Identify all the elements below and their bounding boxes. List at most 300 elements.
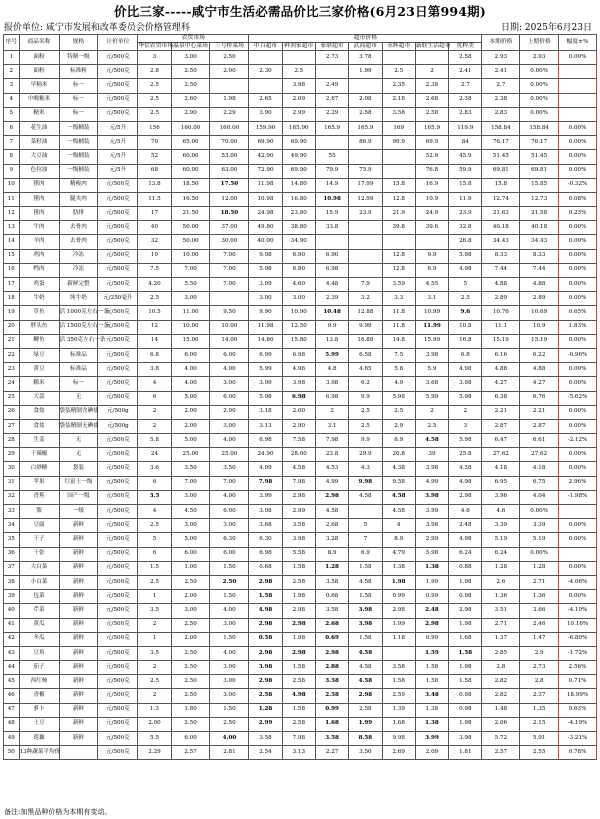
cell-spec: 一级桶装 [59,150,98,164]
table-row [4,221,597,235]
cell-super-4: 1.39 [382,703,415,717]
cell-chg: 0.00% [559,263,597,277]
cell-super-2: 2.58 [315,689,348,703]
cell-name: 莲藕 [19,732,59,746]
table-row [4,207,597,221]
cell-super-4: 3.58 [382,661,415,675]
cell-unit: 元/500克 [98,93,138,107]
table-row [4,746,597,760]
cell-super-1: 6.90 [282,249,315,263]
cell-prev: 0.00% [520,107,559,121]
table-row [4,278,597,292]
cell-super-6: 0.88 [449,561,482,575]
cell-super-6: 4.38 [449,462,482,476]
cell-avg: 6.95 [482,476,520,490]
cell-unit: 元/500克 [98,717,138,731]
cell-name: 小白菜 [19,575,59,589]
cell-unit: 元/500克 [98,51,138,65]
cell-super-5: 5.9 [415,363,448,377]
cell-super-5: 2.48 [415,604,448,618]
cell-farm-0: 2 [138,405,171,419]
cell-super-5: 0.99 [415,632,448,646]
cell-seq: 26 [4,405,20,419]
cell-super-4: 4 [382,519,415,533]
cell-super-0: 9.98 [249,249,282,263]
cell-prev: 4.04 [520,490,559,504]
cell-super-0: 2.98 [249,675,282,689]
cell-super-2: 10.48 [315,306,348,320]
cell-farm-2: 53.00 [210,150,249,164]
cell-name: 白砂糖 [19,462,59,476]
cell-prev: 4.88 [520,278,559,292]
cell-super-5: 15.99 [415,334,448,348]
cell-spec: 新鲜 [59,604,98,618]
page-title: 价比三家-----咸宁市生活必需品价比三家价格(6月23日第994期) [114,4,486,19]
cell-super-6: 9.6 [449,306,482,320]
cell-avg: 76.17 [482,136,520,150]
cell-avg: 2.21 [482,405,520,419]
cell-super-4: 1.58 [382,675,415,689]
cell-avg: 2.71 [482,618,520,632]
cell-super-0: 159.90 [249,121,282,135]
cell-super-1: 2.98 [282,604,315,618]
cell-super-5: 10.9 [415,192,448,206]
cell-name: 食盐 [19,419,59,433]
cell-super-3: 1.58 [349,590,382,604]
cell-name: 干辣椒 [19,448,59,462]
cell-chg: 0.00% [559,405,597,419]
cell-unit: 元/5升 [98,150,138,164]
cell-seq: 20 [4,320,20,334]
cell-super-5: 1.58 [415,675,448,689]
cell-farm-2: 4.00 [210,434,249,448]
cell-farm-1: 50.00 [171,235,210,249]
cell-unit: 元/500克 [98,334,138,348]
cell-chg: 9.63% [559,703,597,717]
cell-super-5: 2 [415,405,448,419]
cell-farm-1: 16.50 [171,192,210,206]
cell-super-0: 3.99 [249,278,282,292]
cell-super-3 [349,235,382,249]
cell-avg: 3.51 [482,604,520,618]
cell-super-4 [382,235,415,249]
cell-super-4: 1.68 [382,717,415,731]
cell-super-4: 2.5 [382,405,415,419]
cell-chg: 0.00% [559,136,597,150]
cell-super-0: 2.98 [249,575,282,589]
cell-super-4: 8.9 [382,533,415,547]
cell-farm-2: 4.00 [210,732,249,746]
cell-super-3: 3.50 [349,746,382,760]
cell-prev: 2.15 [520,717,559,731]
cell-chg: 0.23% [559,207,597,221]
cell-spec [59,746,98,760]
cell-super-2: 4.58 [315,505,348,519]
cell-spec: 活 350克左右一条 [59,334,98,348]
cell-super-4: 3.59 [382,278,415,292]
cell-super-3: 9.98 [349,476,382,490]
cell-farm-0: 2.00 [138,717,171,731]
header-super-3: 武商超市 [349,43,382,51]
cell-super-0: 2.58 [249,689,282,703]
cell-farm-1: 4.00 [171,377,210,391]
cell-super-0: 10.98 [249,192,282,206]
cell-unit: 元/500克 [98,65,138,79]
cell-super-5: 39.6 [415,221,448,235]
cell-spec: 新鲜 [59,661,98,675]
cell-super-0: 9.90 [249,306,282,320]
cell-farm-1: 65.00 [171,136,210,150]
cell-name: 西红柿 [19,675,59,689]
cell-name: 羊肉 [19,235,59,249]
table-row [4,178,597,192]
cell-farm-2: 3.00 [210,689,249,703]
cell-farm-1: 2.50 [171,65,210,79]
cell-super-2: 3.58 [315,675,348,689]
cell-seq: 24 [4,377,20,391]
table-row [4,575,597,589]
cell-super-6: 2.38 [449,93,482,107]
cell-super-3: 3.78 [349,51,382,65]
cell-farm-2: 17.50 [210,178,249,192]
cell-seq: 15 [4,249,20,263]
cell-super-5: 2.98 [415,618,448,632]
cell-name: 草鱼 [19,306,59,320]
cell-super-3: 3.2 [349,292,382,306]
cell-avg: 1.48 [482,703,520,717]
cell-super-2: 9.9 [315,320,348,334]
table-row [4,150,597,164]
header-super-5: 新联生活超市 [415,43,451,50]
cell-avg: 15.8 [482,178,520,192]
cell-super-3: 4.3 [349,462,382,476]
cell-name: 大白菜 [19,561,59,575]
cell-name: 大豆油 [19,150,59,164]
cell-super-4: 5.8 [382,363,415,377]
cell-super-0: 1.28 [249,703,282,717]
cell-super-2: 79.9 [315,164,348,178]
cell-super-0: 7.98 [249,476,282,490]
table-row [4,65,597,79]
cell-super-6: 4.6 [449,505,482,519]
cell-avg: 158.84 [482,121,520,135]
cell-unit: 元/500克 [98,79,138,93]
cell-super-0: 72.90 [249,164,282,178]
cell-super-2: 2.29 [315,107,348,121]
cell-prev: 34.43 [520,235,559,249]
cell-farm-1: 2.90 [171,107,210,121]
cell-farm-2: 12.00 [210,192,249,206]
cell-super-1: 4.60 [282,278,315,292]
cell-prev: 2.8 [520,675,559,689]
table-row [4,334,597,348]
cell-prev: 1.35 [520,703,559,717]
cell-unit: 元/500克 [98,306,138,320]
cell-seq: 47 [4,703,20,717]
cell-avg: 6.16 [482,348,520,362]
cell-avg: 69.81 [482,164,520,178]
cell-super-1: 15.80 [282,334,315,348]
cell-chg: -4.10% [559,604,597,618]
cell-super-5 [415,235,448,249]
cell-super-1: 23.80 [282,207,315,221]
cell-farm-1: 15.00 [171,334,210,348]
cell-avg: 15.19 [482,334,520,348]
cell-chg: 0.65% [559,306,597,320]
cell-unit: 元/500克 [98,263,138,277]
cell-super-5: 4.58 [415,434,448,448]
cell-avg: 1.37 [482,632,520,646]
cell-super-5: 9.9 [415,249,448,263]
cell-farm-0: 5.8 [138,434,171,448]
cell-super-3: 8.58 [349,732,382,746]
cell-super-0: 2.30 [249,65,282,79]
cell-prev: 2.55 [520,746,559,760]
cell-spec: 一级桶装 [59,136,98,150]
cell-name: 香蕉 [19,490,59,504]
cell-farm-1: 18.50 [171,178,210,192]
cell-super-4 [382,150,415,164]
footnote: 备注:加黑品种价格为本期有变动。 [4,808,112,816]
cell-unit: 元/500克 [98,377,138,391]
cell-name: 土豆 [19,717,59,731]
cell-unit: 元/5升 [98,164,138,178]
cell-chg: 0.00% [559,292,597,306]
cell-farm-0: 52 [138,150,171,164]
cell-prev: 2.21 [520,405,559,419]
cell-chg [559,65,597,79]
cell-super-2: 2.68 [315,618,348,632]
cell-prev: 1.36 [520,590,559,604]
cell-super-2: 2.68 [315,519,348,533]
cell-super-5: 0.99 [415,590,448,604]
cell-prev: 2.37 [520,689,559,703]
cell-name: 茄子 [19,661,59,675]
cell-unit: 元/500克 [98,348,138,362]
cell-farm-1: 3.00 [171,490,210,504]
cell-name: 猪肉 [19,178,59,192]
cell-super-1: 69.90 [282,136,315,150]
table-row [4,519,597,533]
cell-farm-0: 2.5 [138,675,171,689]
cell-farm-1: 11.00 [171,306,210,320]
cell-farm-0: 10.5 [138,306,171,320]
cell-super-0: 2.98 [249,646,282,660]
cell-seq: 3 [4,79,20,93]
cell-super-3: 17.99 [349,178,382,192]
header-super-group: 超市价格 [249,35,482,43]
cell-super-1: 34.90 [282,235,315,249]
cell-super-2: 0.69 [315,632,348,646]
cell-farm-0: 2 [138,661,171,675]
cell-spec: 新鲜 [59,632,98,646]
cell-super-0: 0.68 [249,561,282,575]
cell-chg: -4.06% [559,575,597,589]
cell-seq: 12 [4,207,20,221]
cell-farm-1: 4.00 [171,363,210,377]
cell-spec: 肋排 [59,207,98,221]
cell-farm-2 [210,79,249,93]
cell-super-2: 4.8 [315,363,348,377]
cell-super-2: 0.68 [315,590,348,604]
cell-name: 豆腐 [19,519,59,533]
cell-spec: 去骨肉 [59,221,98,235]
cell-super-4: 14.8 [382,334,415,348]
cell-farm-2: 6.30 [210,533,249,547]
cell-farm-2: 2.81 [210,746,249,760]
cell-spec: 标准粉 [59,65,98,79]
cell-chg: 0.00% [559,334,597,348]
cell-seq: 16 [4,263,20,277]
cell-spec: 活 1500克左右一条 [59,320,98,334]
cell-super-6: 3.98 [449,732,482,746]
cell-super-6: 16.8 [449,334,482,348]
cell-seq: 48 [4,717,20,731]
cell-super-6: 5.98 [449,434,482,448]
cell-super-1: 1.58 [282,661,315,675]
cell-super-2: 8.9 [315,547,348,561]
cell-super-1: 3.98 [282,79,315,93]
cell-super-6: 2.48 [449,519,482,533]
cell-super-2: 2.49 [315,79,348,93]
table-row [4,561,597,575]
cell-super-5: 4.99 [415,476,448,490]
cell-chg: 0.00% [559,278,597,292]
cell-farm-1: 5.00 [171,391,210,405]
cell-super-0: 0.58 [249,632,282,646]
cell-super-3: 16.88 [349,334,382,348]
cell-farm-1: 5.00 [171,533,210,547]
cell-unit: 元/500g [98,405,138,419]
cell-super-1: 3.98 [282,377,315,391]
cell-prev: 10.69 [520,306,559,320]
cell-super-4: 169 [382,121,415,135]
cell-unit: 元/500克 [98,448,138,462]
cell-unit: 元/500克 [98,249,138,263]
cell-super-1: 2.98 [282,618,315,632]
cell-farm-0: 5 [138,533,171,547]
cell-name: 黄瓜 [19,618,59,632]
cell-farm-2 [210,292,249,306]
cell-farm-2: 4.00 [210,363,249,377]
cell-avg: 6.38 [482,391,520,405]
cell-prev: 0.00% [520,547,559,561]
table-row [4,462,597,476]
cell-farm-2: 3.00 [210,377,249,391]
cell-name: 苹果 [19,476,59,490]
cell-super-6: 2.98 [449,490,482,504]
cell-spec: 标一 [59,377,98,391]
cell-farm-0: 3.6 [138,462,171,476]
cell-super-4: 2.98 [382,604,415,618]
cell-farm-2: 3.50 [210,462,249,476]
table-row [4,590,597,604]
table-row [4,51,597,65]
cell-super-0: 5.99 [249,363,282,377]
cell-super-2: 5.99 [315,348,348,362]
cell-super-6: 84 [449,136,482,150]
table-row [4,107,597,121]
cell-super-2: 0.99 [315,703,348,717]
cell-super-2 [315,235,348,249]
cell-farm-1: 6.00 [171,547,210,561]
cell-unit: 元/500克 [98,604,138,618]
cell-super-3: 2.5 [349,419,382,433]
cell-super-5: 3.98 [415,490,448,504]
cell-farm-1: 10.00 [171,249,210,263]
cell-super-6: 15.8 [449,178,482,192]
cell-super-5: 2.38 [415,79,448,93]
cell-super-6: 2.58 [449,51,482,65]
cell-farm-0: 32 [138,235,171,249]
cell-super-0: 3.18 [249,405,282,419]
cell-farm-2: 14.00 [210,334,249,348]
cell-seq: 36 [4,547,20,561]
cell-super-3: 9.9 [349,434,382,448]
cell-chg: -1.98% [559,490,597,504]
cell-farm-2: 9.50 [210,306,249,320]
cell-super-5: 16.9 [415,178,448,192]
header-spec: 规格 [59,35,98,51]
cell-chg: 0.00% [559,419,597,433]
cell-unit: 元/500克 [98,746,138,760]
reporting-unit: 报价单位: 咸宁市发展和改革委员会价格管理科 [4,23,190,33]
cell-farm-2: 18.50 [210,207,249,221]
cell-super-0: 2.54 [249,746,282,760]
cell-unit: 元/500克 [98,505,138,519]
cell-super-1: 2.99 [282,107,315,121]
cell-super-5: 4.55 [415,278,448,292]
cell-name: 鲫鱼 [19,334,59,348]
cell-super-0: 6.30 [249,533,282,547]
cell-super-0: 49.80 [249,221,282,235]
cell-super-3: 3.98 [349,604,382,618]
cell-super-6: 2.7 [449,79,482,93]
cell-farm-0: 2.5 [138,107,171,121]
cell-name: 菜籽油 [19,136,59,150]
cell-farm-0: 17 [138,207,171,221]
cell-super-6: 1.58 [449,646,482,660]
cell-farm-1: 2.60 [171,93,210,107]
cell-super-0: 24.98 [249,207,282,221]
cell-farm-1: 160.00 [171,121,210,135]
cell-seq: 43 [4,646,20,660]
cell-super-4: 4.79 [382,547,415,561]
cell-prev: 5.91 [520,732,559,746]
cell-prev: 21.58 [520,207,559,221]
cell-super-3: 3.98 [349,618,382,632]
cell-unit: 元/500克 [98,547,138,561]
cell-spec: 国产一级 [59,490,98,504]
cell-farm-2: 30.00 [210,235,249,249]
cell-super-3: 12.99 [349,192,382,206]
cell-farm-0: 6 [138,391,171,405]
cell-seq: 8 [4,150,20,164]
cell-super-4: 12.8 [382,249,415,263]
cell-super-5: 10.99 [415,306,448,320]
cell-super-3: 86.9 [349,136,382,150]
cell-super-6: 3.98 [449,377,482,391]
cell-super-1: 38.80 [282,221,315,235]
cell-farm-1: 1.00 [171,561,210,575]
cell-super-2 [315,136,348,150]
cell-super-5: 1.58 [415,661,448,675]
cell-avg: 40.18 [482,221,520,235]
cell-super-1: 2.98 [282,490,315,504]
cell-farm-1: 5.00 [171,434,210,448]
cell-super-5: 2.68 [415,93,448,107]
cell-name: 胖头鱼 [19,320,59,334]
